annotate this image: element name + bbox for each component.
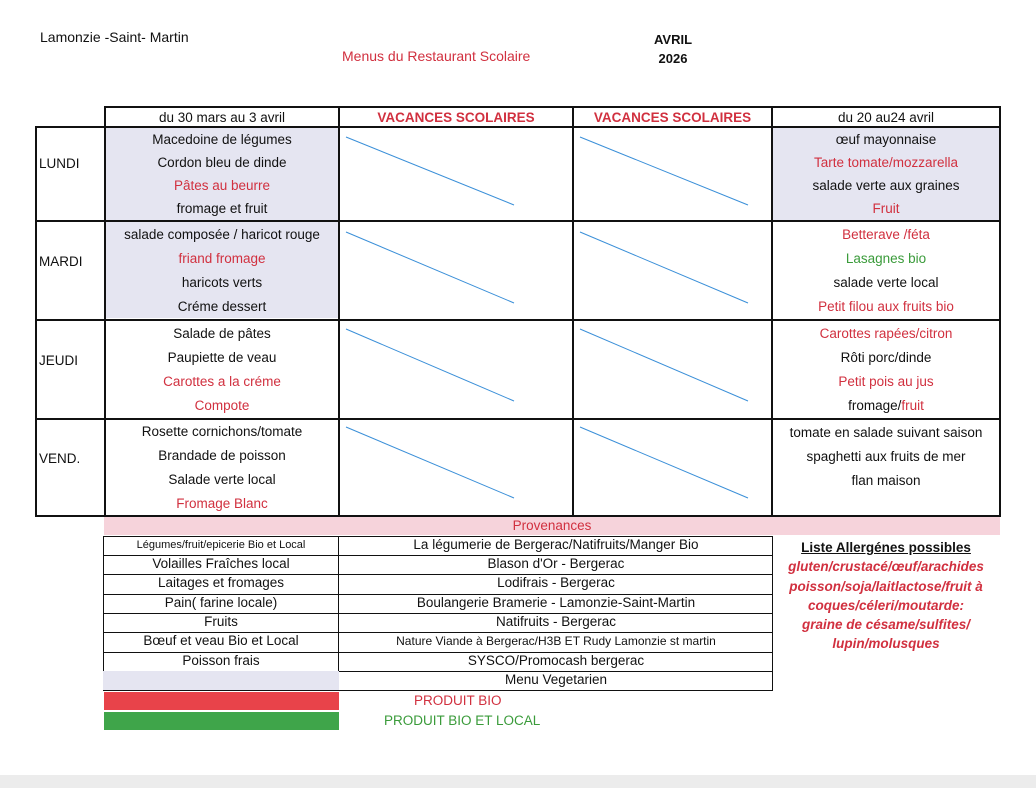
menu-item: fromage et fruit [176, 201, 268, 216]
day-jeudi: JEUDI [39, 353, 79, 368]
menu-item-part: fruit [901, 398, 924, 414]
prov-category: Fruits [204, 614, 238, 629]
holiday-strike [346, 427, 514, 498]
allergens-line: coques/céleri/moutarde: [807, 597, 965, 613]
menu-item: Fromage Blanc [176, 495, 268, 511]
menu-item: Petit filou aux fruits bio [818, 299, 954, 315]
menu-item: tomate en salade suivant saison [789, 424, 983, 440]
menu-item: salade verte local [833, 275, 939, 291]
prov-category: Pain( farine locale) [164, 595, 278, 610]
table-row [103, 671, 773, 690]
week-header-3: VACANCES SCOLAIRES [593, 110, 752, 125]
prov-category: Légumes/fruit/epicerie Bio et Local [136, 539, 306, 551]
menu-item: Petit pois au jus [838, 374, 934, 390]
holiday-strike [346, 137, 514, 205]
table-row [103, 536, 773, 555]
menu-item: Salade verte local [168, 471, 276, 487]
day-lundi: LUNDI [39, 156, 80, 171]
menu-item: Cordon bleu de dinde [157, 155, 287, 170]
page-title: Menus du Restaurant Scolaire [342, 48, 531, 64]
allergens-line: graine de césame/sulfites/ [801, 617, 971, 633]
prov-category: Volailles Fraîches local [152, 556, 290, 571]
table-row [103, 632, 773, 651]
week-header-4: du 20 au24 avril [837, 110, 935, 125]
legend-bio-local: PRODUIT BIO ET LOCAL [384, 713, 541, 728]
prov-category: Bœuf et veau Bio et Local [143, 633, 299, 648]
week-header-1: du 30 mars au 3 avril [158, 110, 286, 125]
holiday-strike [580, 137, 748, 205]
menu-item: Carottes rapées/citron [819, 325, 953, 341]
table-row [103, 574, 773, 593]
prov-source: La légumerie de Bergerac/Natifruits/Manger Bio [413, 537, 699, 552]
holiday-strike [346, 329, 514, 401]
prov-source: Menu Vegetarien [504, 672, 608, 687]
menu-item: flan maison [851, 472, 921, 488]
holiday-strike [580, 232, 748, 303]
menu-item: Créme dessert [177, 299, 267, 315]
menu-item: Carottes a la créme [163, 374, 281, 390]
holiday-strike [580, 427, 748, 498]
menu-item: Lasagnes bio [845, 250, 927, 266]
holiday-strike [580, 329, 748, 401]
menu-item: friand fromage [178, 250, 266, 266]
town-name: Lamonzie -Saint- Martin [40, 29, 189, 45]
table-row [103, 594, 773, 613]
prov-category: Poisson frais [182, 653, 260, 668]
holiday-strike [346, 232, 514, 303]
month: AVRIL [654, 32, 693, 47]
menu-item: œuf mayonnaise [835, 132, 937, 147]
menu-item: Fruit [872, 201, 900, 216]
allergens-line: lupin/molusques [832, 636, 940, 652]
menu-item: Compote [194, 398, 250, 414]
menu-item: Salade de pâtes [173, 325, 271, 341]
table-row [103, 652, 773, 671]
menu-item: spaghetti aux fruits de mer [806, 448, 966, 464]
menu-item: haricots verts [181, 275, 263, 291]
prov-source: Natifruits - Bergerac [495, 614, 617, 629]
menu-item-part: fromage/ [848, 398, 902, 414]
legend-swatch-bio [104, 692, 339, 710]
day-vendredi: VEND. [39, 451, 81, 466]
menu-item: Brandade de poisson [158, 448, 286, 464]
menu-item: Pâtes au beurre [173, 178, 271, 193]
allergens-line: poisson/soja/laitlactose/fruit à [789, 578, 983, 594]
prov-source: Nature Viande à Bergerac/H3B ET Rudy Lamonzie st martin [396, 634, 716, 648]
week-header-2: VACANCES SCOLAIRES [377, 110, 535, 125]
allergens-box [780, 538, 992, 654]
menu-item: Rosette cornichons/tomate [141, 424, 303, 440]
prov-category [103, 671, 339, 690]
menu-item: salade verte aux graines [812, 178, 960, 193]
year: 2026 [658, 51, 688, 66]
prov-source: Boulangerie Bramerie - Lamonzie-Saint-Martin [416, 595, 696, 610]
legend-swatch-bio-local [104, 712, 339, 730]
menu-item: Tarte tomate/mozzarella [813, 155, 959, 170]
menu-item: Betterave /féta [842, 226, 930, 242]
provenances-title: Provenances [104, 517, 1000, 535]
menu-item: Macedoine de légumes [152, 132, 292, 147]
menu-item: salade composée / haricot rouge [124, 226, 320, 242]
menu-item: Rôti porc/dinde [840, 349, 932, 365]
table-row [103, 555, 773, 574]
table-row [103, 613, 773, 632]
allergens-title: Liste Allergénes possibles [801, 540, 971, 555]
prov-category: Laitages et fromages [157, 575, 285, 590]
allergens-line: gluten/crustacé/œuf/arachides [788, 559, 984, 575]
prov-source: SYSCO/Promocash bergerac [467, 653, 645, 668]
page-footer-bar [0, 775, 1036, 788]
prov-source: Blason d'Or - Bergerac [487, 556, 625, 571]
legend-bio: PRODUIT BIO [414, 693, 502, 708]
prov-source: Lodifrais - Bergerac [497, 575, 615, 590]
day-mardi: MARDI [39, 254, 83, 269]
menu-item: Paupiette de veau [167, 349, 277, 365]
